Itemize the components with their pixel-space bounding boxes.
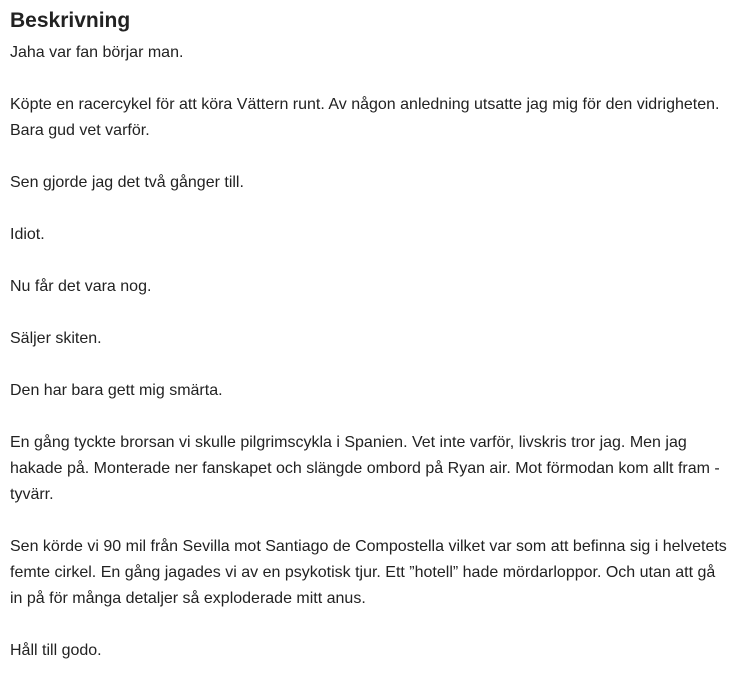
description-paragraph: En gång tyckte brorsan vi skulle pilgrimscykla i Spanien. Vet inte varför, livskris tror jag. Men jag hakade på. Monterade ner fanskapet och slängde ombord på Ryan air. Mot förmodan kom allt fram - tyvärr. bbox=[10, 434, 725, 503]
description-paragraph: Köpte en racercykel för att köra Vättern runt. Av någon anledning utsatte jag mig för den vidrigheten. Bara gud vet varför. bbox=[10, 96, 724, 139]
description-paragraph: Idiot. bbox=[10, 226, 45, 243]
description-paragraph: Jaha var fan börjar man. bbox=[10, 44, 184, 61]
description-paragraph: Nu får det vara nog. bbox=[10, 278, 152, 295]
description-body bbox=[10, 40, 732, 664]
description-paragraph: Säljer skiten. bbox=[10, 330, 102, 347]
description-heading: Beskrivning bbox=[10, 9, 131, 32]
description-paragraph: Håll till godo. bbox=[10, 642, 102, 659]
description-paragraph: Sen körde vi 90 mil från Sevilla mot Santiago de Compostella vilket var som att befinna sig i helvetets femte cirkel. En gång jagades vi av en psykotisk tjur. Ett ”hotell” hade mördarloppor. Och utan att gå in på för många detaljer så exploderade mitt anus. bbox=[10, 538, 732, 607]
description-paragraph: Den har bara gett mig smärta. bbox=[10, 382, 223, 399]
description-paragraph: Sen gjorde jag det två gånger till. bbox=[10, 174, 244, 191]
